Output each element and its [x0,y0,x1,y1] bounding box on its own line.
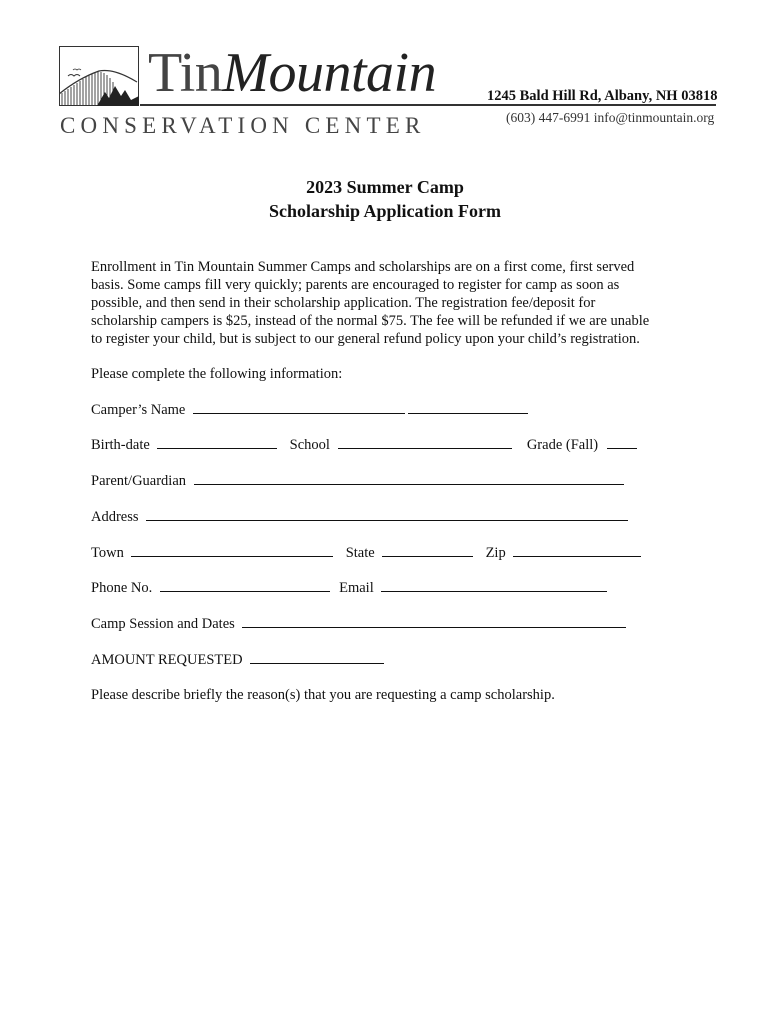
reason-prompt: Please describe briefly the reason(s) that you are requesting a camp scholarship. [91,687,555,703]
intro-paragraph [91,258,681,348]
amount-requested-label: AMOUNT REQUESTED [91,652,243,668]
organization-logo-wordmark [148,43,436,103]
campers-name-field[interactable] [193,401,405,414]
intro-line: to register your child, but is subject to our general refund policy upon your child’s registration. [91,331,640,347]
camp-session-row [91,615,626,633]
logo-subtitle: CONSERVATION CENTER [60,113,426,138]
email-field[interactable] [381,579,607,592]
town-field[interactable] [131,544,333,557]
amount-requested-field[interactable] [250,651,384,664]
intro-line: possible, and then send in their scholarship application. The registration fee/deposit for [91,295,596,311]
birth-date-field[interactable] [157,436,277,449]
intro-line: Enrollment in Tin Mountain Summer Camps and scholarships are on a first come, first served [91,259,635,275]
zip-label: Zip [485,545,506,561]
address-field[interactable] [146,508,628,521]
address-row [91,508,628,526]
zip-field[interactable] [513,544,641,557]
form-title-line1: 2023 Summer Camp [306,177,464,197]
grade-label: Grade (Fall) [526,437,599,453]
grade-field[interactable] [607,436,637,449]
organization-contact: (603) 447-6991 info@tinmountain.org [506,110,715,125]
logo-word-tin: Tin [148,42,223,104]
camp-session-label: Camp Session and Dates [91,616,235,632]
phone-label: Phone No. [91,580,153,596]
town-state-zip-row [91,544,641,562]
parent-guardian-field[interactable] [194,472,624,485]
state-label: State [345,545,375,561]
parent-guardian-label: Parent/Guardian [91,473,187,489]
logo-word-mountain: Mountain [222,42,437,104]
camp-session-field[interactable] [242,615,626,628]
campers-name-row [91,401,528,419]
state-field[interactable] [382,544,473,557]
email-label: Email [339,580,374,596]
form-title-line2: Scholarship Application Form [268,201,502,221]
birth-date-label: Birth-date [91,437,150,453]
mountain-logo-icon [59,46,139,106]
town-label: Town [91,545,124,561]
intro-line: basis. Some camps fill very quickly; parents are encouraged to register for camp as soon as [91,277,620,293]
campers-name-field-2[interactable] [408,401,528,414]
phone-field[interactable] [160,579,330,592]
organization-address: 1245 Bald Hill Rd, Albany, NH 03818 [487,88,718,104]
amount-requested-row [91,651,384,669]
parent-guardian-row [91,472,624,490]
intro-line: scholarship campers is $25, instead of the normal $75. The fee will be refunded if we are unable [91,313,650,329]
campers-name-label: Camper’s Name [91,402,186,418]
birthdate-school-grade-row [91,436,637,454]
school-field[interactable] [338,436,512,449]
school-label: School [289,437,330,453]
form-instruction: Please complete the following information: [91,366,343,382]
address-label: Address [91,509,139,525]
phone-email-row [91,579,607,597]
